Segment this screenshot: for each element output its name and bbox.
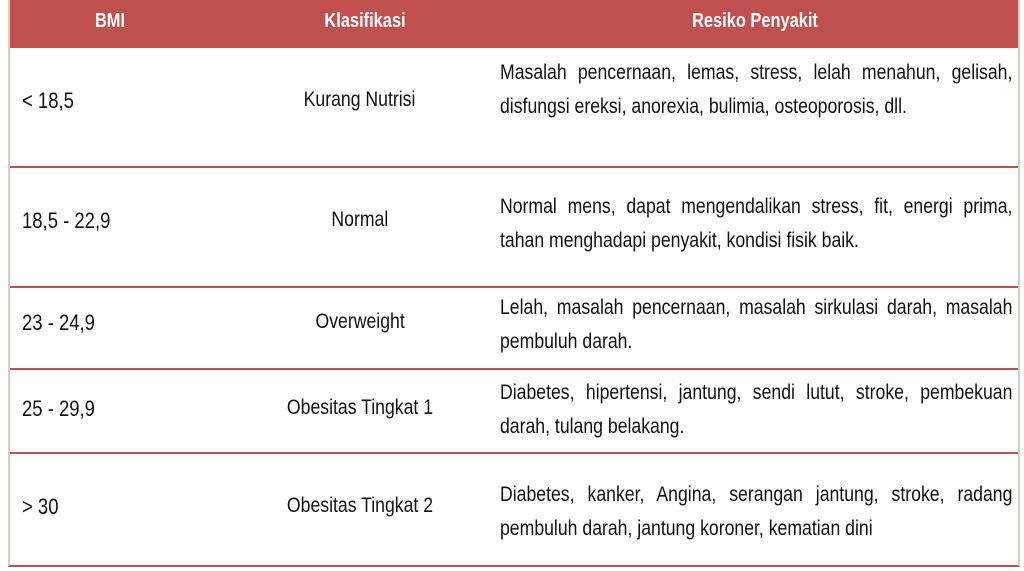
resiko-value: Normal mens, dapat mengendalikan stress, fit, energi prima, tahan menghadapi penyakit, kondisi fisik baik. (500, 195, 1013, 252)
klasifikasi-value: Normal (331, 208, 389, 231)
bmi-table (8, 0, 1020, 567)
table-row (10, 452, 1018, 565)
resiko-value: Masalah pencernaan, lemas, stress, lelah menahun, gelisah, disfungsi ereksi, anorexia, bulimia, osteoporosis, dll. (500, 61, 1013, 118)
table-header (10, 0, 1018, 46)
bmi-value: 18,5 - 22,9 (22, 208, 111, 233)
klasifikasi-value: Overweight (315, 310, 405, 333)
bmi-value: > 30 (22, 494, 59, 519)
klasifikasi-value: Kurang Nutrisi (304, 88, 416, 111)
table-row (10, 166, 1018, 286)
header-klasifikasi: Klasifikasi (324, 10, 406, 32)
table-row (10, 286, 1018, 368)
header-resiko-penyakit: Resiko Penyakit (692, 10, 818, 32)
table-row (10, 46, 1018, 166)
resiko-value: Lelah, masalah pencernaan, masalah sirkulasi darah, masalah pembuluh darah. (500, 296, 1013, 353)
bmi-value: < 18,5 (22, 88, 74, 113)
klasifikasi-value: Obesitas Tingkat 2 (286, 494, 434, 517)
bmi-value: 25 - 29,9 (22, 396, 95, 421)
bmi-value: 23 - 24,9 (22, 310, 95, 335)
table-row (10, 368, 1018, 452)
resiko-value: Diabetes, kanker, Angina, serangan jantung, stroke, radang pembuluh darah, jantung koroner, kematian dini (500, 483, 1013, 540)
resiko-value: Diabetes, hipertensi, jantung, sendi lutut, stroke, pembekuan darah, tulang belakang. (500, 381, 1013, 438)
header-bmi: BMI (94, 10, 126, 32)
klasifikasi-value: Obesitas Tingkat 1 (286, 396, 434, 419)
